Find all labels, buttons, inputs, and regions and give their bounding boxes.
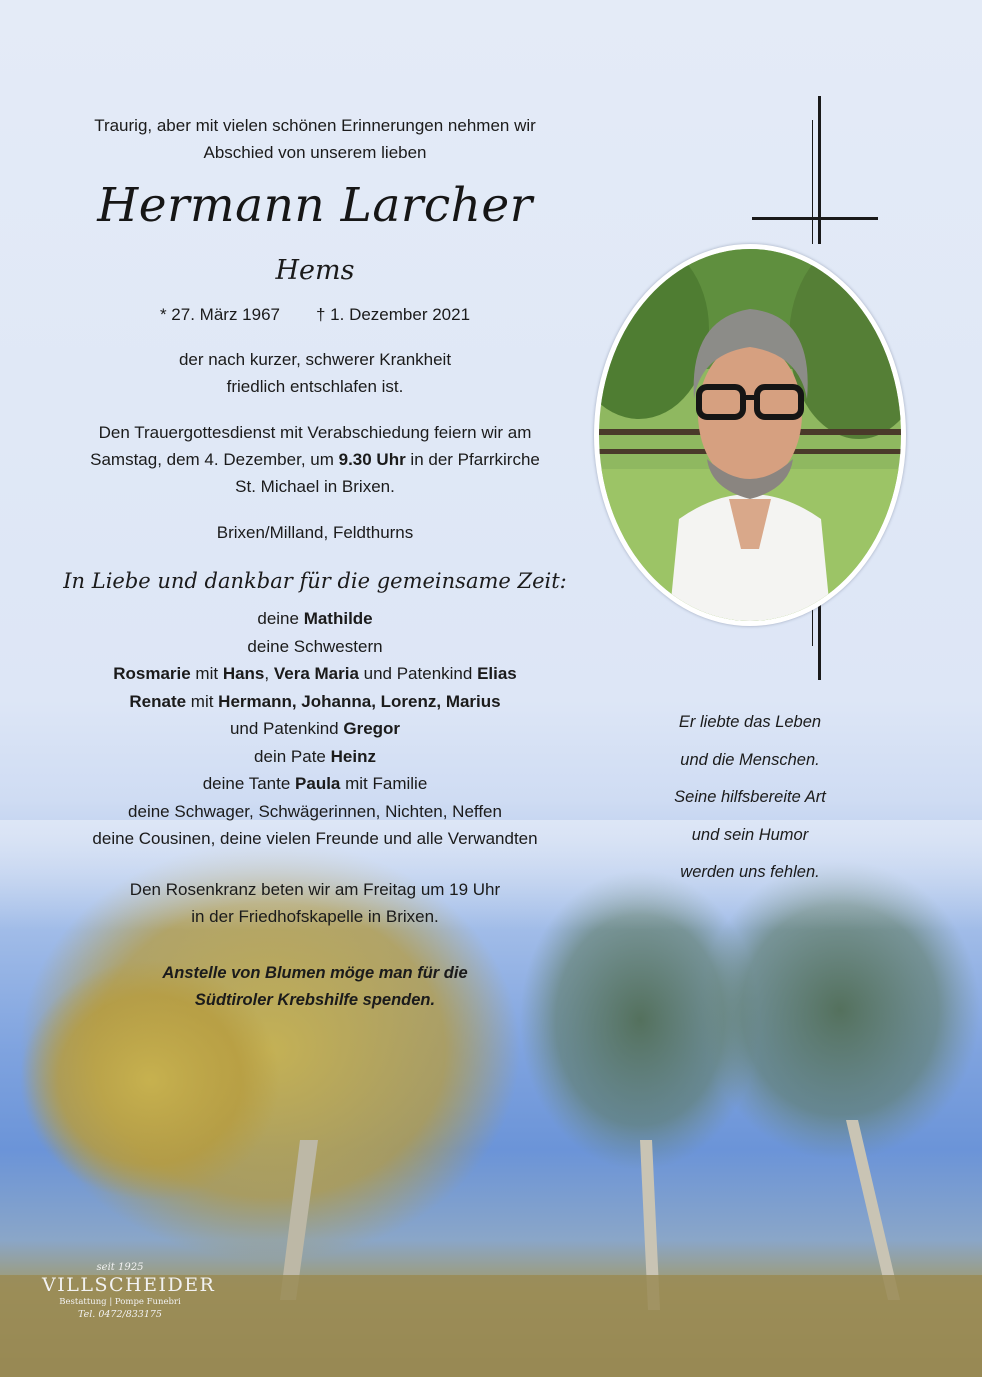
family-line: deine Mathilde xyxy=(257,609,373,628)
service-time: 9.30 Uhr xyxy=(338,450,406,469)
cross-thin-line xyxy=(812,120,813,244)
family-line: deine Schwestern xyxy=(247,636,383,656)
deceased-nickname: Hems xyxy=(275,255,355,286)
family-heading: In Liebe und dankbar für die gemeinsame Zeit: xyxy=(63,569,567,593)
logo-name: VILLSCHEIDER xyxy=(42,1274,216,1296)
rosary-info: Den Rosenkranz beten wir am Freitag um 19 Uhr in der Friedhofskapelle in Brixen. xyxy=(129,880,501,926)
family-line: dein Pate Heinz xyxy=(254,746,376,766)
cross-vertical-bar xyxy=(818,96,821,244)
logo-since: seit 1925 xyxy=(96,1262,144,1273)
residence-location: Brixen/Milland, Feldthurns xyxy=(216,523,414,542)
family-line: deine Tante Paula mit Familie xyxy=(202,774,428,793)
family-line: Renate mit Hermann, Johanna, Lorenz, Marius xyxy=(129,691,501,711)
family-line: deine Cousinen, deine vielen Freunde und alle Verwandten xyxy=(92,829,538,848)
logo-phone: Tel. 0472/833175 xyxy=(78,1309,162,1320)
death-description: der nach kurzer, schwerer Krankheit friedlich entschlafen ist. xyxy=(178,350,452,396)
deceased-name: Hermann Larcher xyxy=(97,178,533,233)
cross-horizontal-bar xyxy=(752,217,878,220)
family-line: und Patenkind Gregor xyxy=(229,719,401,738)
cross-vertical-bar-lower xyxy=(818,598,821,680)
family-list xyxy=(40,605,590,853)
funeral-service-info: Den Trauergottesdienst mit Verabschiedung feiern wir am Samstag, dem 4. Dezember, um 9.30 Uhr in der Pfarrkirche St. Michael in Brixen. xyxy=(90,423,540,496)
donation-note: Anstelle von Blumen möge man für die Südtiroler Krebshilfe spenden. xyxy=(162,964,468,1009)
logo-subtitle: Bestattung | Pompe Funebri xyxy=(59,1297,181,1307)
death-date: † 1. Dezember 2021 xyxy=(315,305,471,324)
family-line: deine Schwager, Schwägerinnen, Nichten, Neffen xyxy=(128,801,502,821)
intro-text: Traurig, aber mit vielen schönen Erinnerungen nehmen wir Abschied von unserem lieben xyxy=(94,116,536,162)
memorial-quote: Er liebte das Leben und die Menschen. Seine hilfsbereite Art und sein Humor werden uns fehlen. xyxy=(674,713,826,881)
life-dates xyxy=(40,301,590,328)
birth-date: * 27. März 1967 xyxy=(159,305,280,324)
family-line: Rosmarie mit Hans, Vera Maria und Patenkind Elias xyxy=(113,664,517,683)
funeral-home-logo xyxy=(42,1262,216,1322)
portrait-photo xyxy=(599,249,901,621)
